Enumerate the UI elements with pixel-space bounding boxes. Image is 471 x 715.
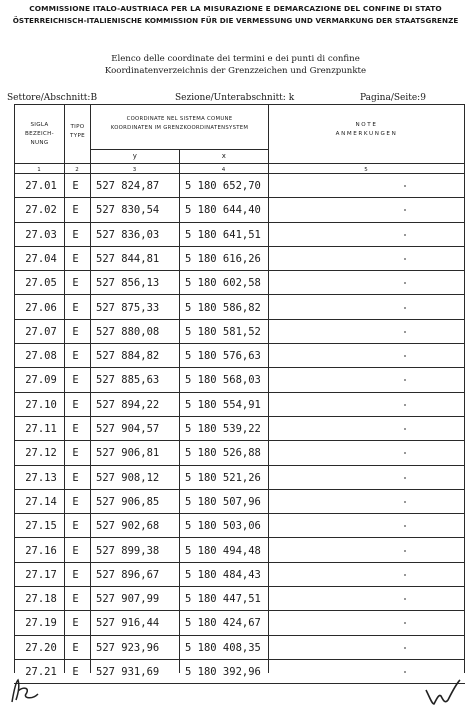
table-row bbox=[14, 320, 465, 344]
section-label: Sezione/Unterabschnitt: k bbox=[175, 93, 295, 103]
note-mark bbox=[404, 209, 406, 211]
point-id: 27.16 bbox=[25, 544, 57, 557]
point-id: 27.18 bbox=[25, 593, 57, 606]
point-id: 27.07 bbox=[25, 325, 57, 338]
note-mark bbox=[404, 331, 406, 333]
coordinate-x: 5 180 447,51 bbox=[185, 593, 261, 606]
table-row bbox=[14, 174, 465, 198]
col-number-4: 4 bbox=[221, 167, 226, 173]
note-mark bbox=[404, 671, 406, 673]
header-tipo bbox=[65, 123, 90, 141]
note-mark bbox=[404, 550, 406, 552]
coordinate-y: 527 896,67 bbox=[96, 568, 160, 581]
point-id: 27.10 bbox=[25, 398, 57, 411]
point-id: 27.19 bbox=[25, 617, 57, 630]
sector-label: Settore/Abschnitt:B bbox=[7, 93, 98, 103]
point-type: E bbox=[72, 325, 79, 338]
coordinate-y: 527 904,57 bbox=[96, 423, 160, 435]
table-row bbox=[14, 296, 465, 320]
point-type: E bbox=[72, 204, 79, 217]
point-type: E bbox=[72, 180, 79, 192]
point-type: E bbox=[72, 423, 79, 435]
document-header-it: COMMISSIONE ITALO-AUSTRIACA PER LA MISURAZIONE E DEMARCAZIONE DEL CONFINE DI STATO bbox=[29, 4, 442, 13]
coordinate-y: 527 899,38 bbox=[96, 544, 160, 557]
coordinate-x: 5 180 503,06 bbox=[185, 520, 261, 533]
coordinate-x: 5 180 554,91 bbox=[185, 398, 261, 411]
note-mark bbox=[404, 452, 406, 454]
coordinate-x: 5 180 521,26 bbox=[185, 471, 261, 484]
point-type: E bbox=[72, 374, 79, 387]
point-id: 27.17 bbox=[25, 568, 57, 581]
point-id: 27.05 bbox=[25, 277, 57, 290]
point-id: 27.01 bbox=[25, 180, 57, 192]
coordinate-y: 527 906,85 bbox=[96, 495, 160, 508]
document-subtitle-it: Elenco delle coordinate dei termini e dei punti di confine bbox=[111, 54, 360, 64]
note-mark bbox=[404, 355, 406, 357]
yx-header-divider bbox=[14, 163, 465, 164]
header-note-de: ANMERKUNGEN bbox=[335, 131, 398, 137]
note-mark bbox=[404, 598, 406, 600]
coordinate-y: 527 923,96 bbox=[96, 641, 160, 654]
header-sigla-de1: BEZEICH- bbox=[25, 131, 54, 137]
coordinate-x: 5 180 602,58 bbox=[185, 277, 261, 290]
col-number-5: 5 bbox=[364, 167, 368, 173]
coordinate-y: 527 931,69 bbox=[96, 666, 160, 678]
coordinate-x: 5 180 644,40 bbox=[185, 204, 261, 217]
coordinate-y: 527 836,03 bbox=[96, 228, 160, 241]
point-id: 27.11 bbox=[25, 423, 57, 435]
table-top-border bbox=[14, 104, 465, 105]
note-mark bbox=[404, 428, 406, 430]
table-row bbox=[14, 247, 465, 271]
point-id: 27.12 bbox=[25, 447, 57, 460]
coordinate-table bbox=[14, 104, 465, 678]
table-row bbox=[14, 417, 465, 441]
signature-right bbox=[422, 678, 466, 708]
note-mark bbox=[404, 647, 406, 649]
table-row bbox=[14, 563, 465, 587]
page-label: Pagina/Seite:9 bbox=[360, 93, 426, 103]
point-id: 27.02 bbox=[25, 204, 57, 217]
header-tipo-it: TIPO bbox=[70, 124, 85, 130]
table-row bbox=[14, 611, 465, 635]
header-note bbox=[269, 121, 464, 139]
coordinate-x: 5 180 641,51 bbox=[185, 228, 261, 241]
coordinate-y: 527 830,54 bbox=[96, 204, 160, 217]
table-row bbox=[14, 539, 465, 563]
note-mark bbox=[404, 404, 406, 406]
header-sigla-de2: NUNG bbox=[30, 140, 49, 146]
coordinate-y: 527 907,99 bbox=[96, 593, 160, 606]
table-row bbox=[14, 490, 465, 514]
coordinate-y: 527 880,08 bbox=[96, 325, 160, 338]
coordinate-x: 5 180 652,70 bbox=[185, 180, 261, 192]
point-id: 27.08 bbox=[25, 350, 57, 363]
point-type: E bbox=[72, 544, 79, 557]
note-mark bbox=[404, 258, 406, 260]
note-mark bbox=[404, 234, 406, 236]
header-sigla bbox=[15, 121, 64, 148]
coordinate-x: 5 180 507,96 bbox=[185, 495, 261, 508]
coordinate-y: 527 844,81 bbox=[96, 252, 160, 265]
header-coordinates-it: COORDINATE NEL SISTEMA COMUNE bbox=[126, 116, 233, 122]
table-row bbox=[14, 223, 465, 247]
coordinate-x: 5 180 526,88 bbox=[185, 447, 261, 460]
point-id: 27.04 bbox=[25, 252, 57, 265]
table-row bbox=[14, 344, 465, 368]
col-number-1: 1 bbox=[37, 167, 41, 173]
point-id: 27.03 bbox=[25, 228, 57, 241]
table-row bbox=[14, 271, 465, 295]
point-type: E bbox=[72, 277, 79, 290]
point-type: E bbox=[72, 666, 79, 678]
note-mark bbox=[404, 307, 406, 309]
point-id: 27.15 bbox=[25, 520, 57, 533]
point-id: 27.20 bbox=[25, 641, 57, 654]
point-id: 27.09 bbox=[25, 374, 57, 387]
coordinate-x: 5 180 424,67 bbox=[185, 617, 261, 630]
point-type: E bbox=[72, 228, 79, 241]
document-header-de: ÖSTERREICHISCH-ITALIENISCHE KOMMISSION FÜR DIE VERMESSUNG UND VERMARKUNG DER STAATSGRENZE bbox=[12, 16, 459, 25]
col-number-3: 3 bbox=[132, 167, 137, 173]
note-mark bbox=[404, 525, 406, 527]
header-y: y bbox=[132, 152, 138, 160]
point-type: E bbox=[72, 617, 79, 630]
coordinate-x: 5 180 392,96 bbox=[185, 666, 261, 678]
header-tipo-de: TYPE bbox=[70, 133, 85, 139]
point-type: E bbox=[72, 641, 79, 654]
table-row bbox=[14, 393, 465, 417]
point-type: E bbox=[72, 301, 79, 314]
table-row bbox=[14, 587, 465, 611]
signature-left bbox=[8, 676, 46, 706]
note-mark bbox=[404, 282, 406, 284]
coordinate-y: 527 824,87 bbox=[96, 180, 160, 192]
note-mark bbox=[404, 501, 406, 503]
coordinate-x: 5 180 581,52 bbox=[185, 325, 261, 338]
coordinate-x: 5 180 586,82 bbox=[185, 301, 261, 314]
point-id: 27.13 bbox=[25, 471, 57, 484]
note-mark bbox=[404, 477, 406, 479]
point-type: E bbox=[72, 520, 79, 533]
coordinate-y: 527 894,22 bbox=[96, 398, 160, 411]
table-row bbox=[14, 514, 465, 538]
coordinate-y: 527 916,44 bbox=[96, 617, 160, 630]
point-type: E bbox=[72, 568, 79, 581]
coordinate-y: 527 884,82 bbox=[96, 350, 160, 363]
coordinate-x: 5 180 484,43 bbox=[185, 568, 261, 581]
header-note-it: NOTE bbox=[355, 122, 378, 128]
coordinate-x: 5 180 494,48 bbox=[185, 544, 261, 557]
coordinate-y: 527 906,81 bbox=[96, 447, 160, 460]
point-type: E bbox=[72, 471, 79, 484]
point-id: 27.06 bbox=[25, 301, 57, 314]
point-type: E bbox=[72, 593, 79, 606]
coordinate-x: 5 180 616,26 bbox=[185, 252, 261, 265]
note-mark bbox=[404, 574, 406, 576]
coordinate-x: 5 180 539,22 bbox=[185, 423, 261, 435]
table-row bbox=[14, 368, 465, 392]
header-sigla-it: SIGLA bbox=[30, 122, 49, 128]
coordinate-y: 527 885,63 bbox=[96, 374, 160, 387]
point-type: E bbox=[72, 447, 79, 460]
header-coordinates bbox=[91, 115, 268, 133]
point-type: E bbox=[72, 495, 79, 508]
point-id: 27.14 bbox=[25, 495, 57, 508]
header-x: x bbox=[221, 152, 227, 160]
table-row bbox=[14, 466, 465, 490]
point-id: 27.21 bbox=[25, 666, 57, 678]
coordinate-x: 5 180 408,35 bbox=[185, 641, 261, 654]
coordinate-y: 527 908,12 bbox=[96, 471, 160, 484]
point-type: E bbox=[72, 398, 79, 411]
coordinate-y: 527 856,13 bbox=[96, 277, 160, 290]
coordinate-x: 5 180 576,63 bbox=[185, 350, 261, 363]
col-number-2: 2 bbox=[75, 167, 79, 173]
row-divider bbox=[14, 683, 465, 684]
table-row bbox=[14, 636, 465, 660]
coordinate-y: 527 875,33 bbox=[96, 301, 160, 314]
point-type: E bbox=[72, 350, 79, 363]
table-row bbox=[14, 660, 465, 684]
note-mark bbox=[404, 379, 406, 381]
table-row bbox=[14, 441, 465, 465]
table-row bbox=[14, 198, 465, 222]
coordinate-x: 5 180 568,03 bbox=[185, 374, 261, 387]
coordinate-y: 527 902,68 bbox=[96, 520, 160, 533]
point-type: E bbox=[72, 252, 79, 265]
document-subtitle-de: Koordinatenverzeichnis der Grenzzeichen und Grenzpunkte bbox=[104, 66, 367, 76]
header-coordinates-de: KOORDINATEN IM GRENZKOORDINATENSYSTEM bbox=[110, 125, 249, 131]
note-mark bbox=[404, 622, 406, 624]
note-mark bbox=[404, 185, 406, 187]
